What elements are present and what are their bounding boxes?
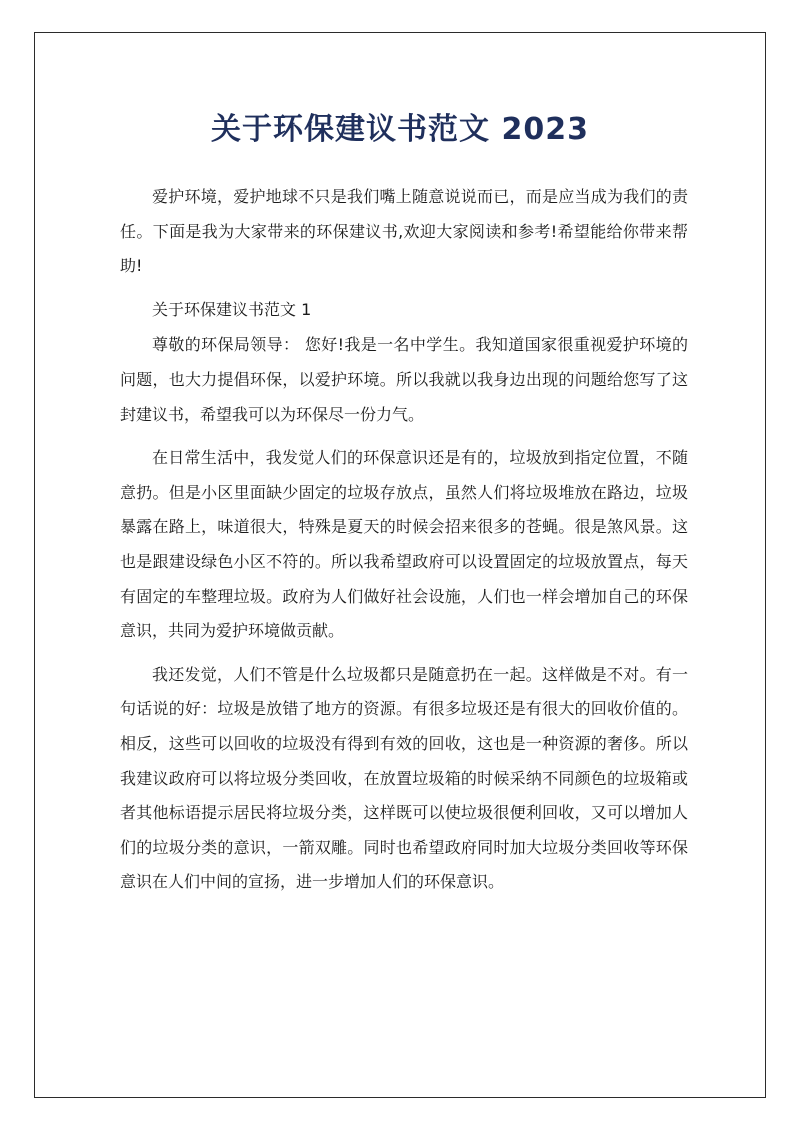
- document-body: [120, 180, 688, 909]
- document-title: 关于环保建议书范文 2023: [211, 112, 589, 147]
- section-heading: 关于环保建议书范文 1: [152, 299, 312, 319]
- body-paragraph: 尊敬的环保局领导： 您好!我是一名中学生。我知道国家很重视爱护环境的问题，也大力提倡环保，以爱护环境。所以我就以我身边出现的问题给您写了这封建议书，希望我可以为环保尽一份力气。: [120, 335, 688, 424]
- body-paragraph: 在日常生活中，我发觉人们的环保意识还是有的，垃圾放到指定位置，不随意扔。但是小区里面缺少固定的垃圾存放点，虽然人们将垃圾堆放在路边，垃圾暴露在路上，味道很大，特殊是夏天的时候会招来很多的苍蝇。很是煞风景。这也是跟建设绿色小区不符的。所以我希望政府可以设置固定的垃圾放置点，每天有固定的车整理垃圾。政府为人们做好社会设施，人们也一样会增加自己的环保意识，共同为爱护环境做贡献。: [120, 448, 688, 641]
- intro-paragraph: 爱护环境，爱护地球不只是我们嘴上随意说说而已，而是应当成为我们的责任。下面是我为大家带来的环保建议书,欢迎大家阅读和参考!希望能给你带来帮助!: [120, 187, 688, 276]
- body-paragraph: 我还发觉，人们不管是什么垃圾都只是随意扔在一起。这样做是不对。有一句话说的好：垃圾是放错了地方的资源。有很多垃圾还是有很大的回收价值的。相反，这些可以回收的垃圾没有得到有效的回收，这也是一种资源的奢侈。所以我建议政府可以将垃圾分类回收，在放置垃圾箱的时候采纳不同颜色的垃圾箱或者其他标语提示居民将垃圾分类，这样既可以使垃圾很便利回收，又可以增加人们的垃圾分类的意识，一箭双雕。同时也希望政府同时加大垃圾分类回收等环保意识在人们中间的宣扬，进一步增加人们的环保意识。: [120, 664, 688, 892]
